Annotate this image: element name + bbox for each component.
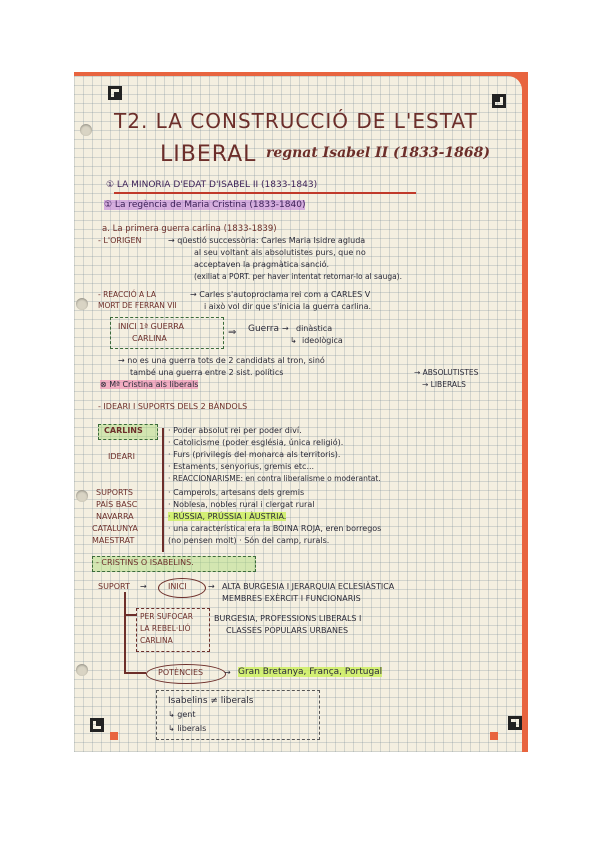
binder-hole-icon [80, 124, 92, 136]
subsection-heading: ① La regència de Maria Cristina (1833-1840) [104, 200, 306, 210]
label-region: PAÍS BASC [96, 500, 138, 509]
binder-hole-icon [76, 664, 88, 676]
ideari-line: · Furs (privilegis del monarca als territoris). [168, 450, 341, 459]
inici-line: MEMBRES EXÈRCIT I FUNCIONARIS [222, 594, 361, 603]
label-origen: - L'ORIGEN [98, 236, 142, 245]
branch-arrow-icon: ↳ [290, 336, 297, 345]
isabelins-line: ↳ liberals [168, 724, 207, 733]
underline [114, 192, 416, 194]
page-title-liberal: LIBERAL [160, 142, 257, 167]
reaccio-line: → Carles s'autoproclama rei com a CARLES V [190, 290, 371, 299]
label-inici: INICI [168, 582, 187, 591]
note-line: també una guerra entre 2 sist. polítics [130, 368, 284, 377]
ideari-line: · Poder absolut rei per poder diví. [168, 426, 302, 435]
binder-hole-icon [76, 298, 88, 310]
section-heading: - CRISTINS O ISABELINS. [96, 558, 194, 567]
per-sufocar-line: PER SUFOCAR [140, 612, 193, 621]
per-sufocar-line: CARLINA [140, 636, 173, 645]
label-suport: SUPORT [98, 582, 130, 591]
ideari-line: · Estaments, senyorius, gremis etc... [168, 462, 315, 471]
notebook-page [74, 76, 522, 752]
label-carlins: CARLINS [104, 426, 143, 435]
corner-mark-icon [108, 86, 122, 100]
branch-line [124, 614, 136, 616]
inici-box-line: INICI 1ª GUERRA [118, 322, 184, 331]
section-heading: ① LA MINORIA D'EDAT D'ISABEL II (1833-1843) [106, 180, 318, 190]
label-suports: SUPORTS [96, 488, 133, 497]
inici-line: ALTA BURGESIA I JERARQUIA ECLESIÀSTICA [222, 582, 395, 591]
reaccio-line: i això vol dir que s'inicia la guerra carlina. [204, 302, 372, 311]
corner-mark-icon [90, 718, 104, 732]
label-region: MAESTRAT [92, 536, 135, 545]
orange-marker [110, 732, 118, 740]
suports-line: (no pensen molt) · Són del camp, rurals. [168, 536, 330, 545]
page-title: T2. LA CONSTRUCCIÓ DE L'ESTAT [114, 109, 478, 133]
arrow-icon: → [224, 668, 231, 677]
label-reaccio: - REACCIÓ A LA [98, 290, 157, 299]
part-heading: a. La primera guerra carlina (1833-1839) [102, 224, 277, 234]
inici-box-line: CARLINA [132, 334, 167, 343]
per-sufocar-line: LA REBEL·LIÓ [140, 624, 191, 633]
ideari-line: · Catolicisme (poder església, única religió). [168, 438, 344, 447]
per-line: BURGESIA, PROFESSIONS LIBERALS I [214, 614, 362, 623]
arrow-icon: → [140, 582, 147, 591]
label-absolutistes: → ABSOLUTISTES [414, 368, 479, 377]
isabelins-line: Isabelins ≠ liberals [168, 696, 254, 706]
label-guerra: Guerra [248, 324, 279, 334]
origen-line: al seu voltant als absolutistes purs, que no [194, 248, 366, 257]
potencies-list: Gran Bretanya, França, Portugal [238, 667, 383, 677]
corner-mark-icon [492, 94, 506, 108]
origen-line: → qüestió successòria: Carles Maria Isidre agluda [168, 236, 366, 245]
per-line: CLASSES POPULARS URBANES [226, 626, 349, 635]
label-reaccio: MORT DE FERRAN VII [98, 301, 177, 310]
label-potencies: POTÈNCIES [158, 668, 204, 677]
branch-line [124, 592, 126, 672]
origen-line: (exiliat a PORT. per haver intentat retornar-lo al sauga). [194, 272, 402, 281]
cristina-note: ⊗ Mª Cristina als liberals [100, 380, 199, 389]
isabelins-line: ↳ gent [168, 710, 196, 719]
ideari-line: · REACCIONARISME: en contra liberalisme o moderantat. [168, 474, 381, 483]
arrow-icon: → [208, 582, 215, 591]
label-ideari: IDEARI [108, 452, 135, 461]
label-region: NAVARRA [96, 512, 134, 521]
label-ideologica: ideològica [302, 336, 343, 345]
bracket-line [162, 428, 164, 552]
branch-arrow-icon: → [282, 324, 289, 333]
binder-hole-icon [76, 490, 88, 502]
orange-marker [490, 732, 498, 740]
label-region: CATALUNYA [92, 524, 138, 533]
branch-line [124, 672, 146, 674]
suports-line: · RÚSSIA, PRÚSSIA I ÀUSTRIA. [168, 512, 287, 521]
label-liberals: → LIBERALS [422, 380, 466, 389]
suports-line: · una característica era la BOINA ROJA, eren borregos [168, 524, 382, 533]
section-heading: - IDEARI I SUPORTS DELS 2 BÀNDOLS [98, 402, 248, 411]
origen-line: acceptaven la pragmàtica sanció. [194, 260, 329, 269]
arrow-icon: ⇒ [228, 327, 237, 338]
label-dinastica: dinàstica [296, 324, 333, 333]
corner-mark-icon [508, 716, 522, 730]
suports-line: · Camperols, artesans dels gremis [168, 488, 305, 497]
suports-line: · Noblesa, nobles rural i clergat rural [168, 500, 315, 509]
note-line: → no es una guerra tots de 2 candidats al tron, sinó [118, 356, 325, 365]
page-subtitle: regnat Isabel II (1833-1868) [266, 145, 491, 161]
